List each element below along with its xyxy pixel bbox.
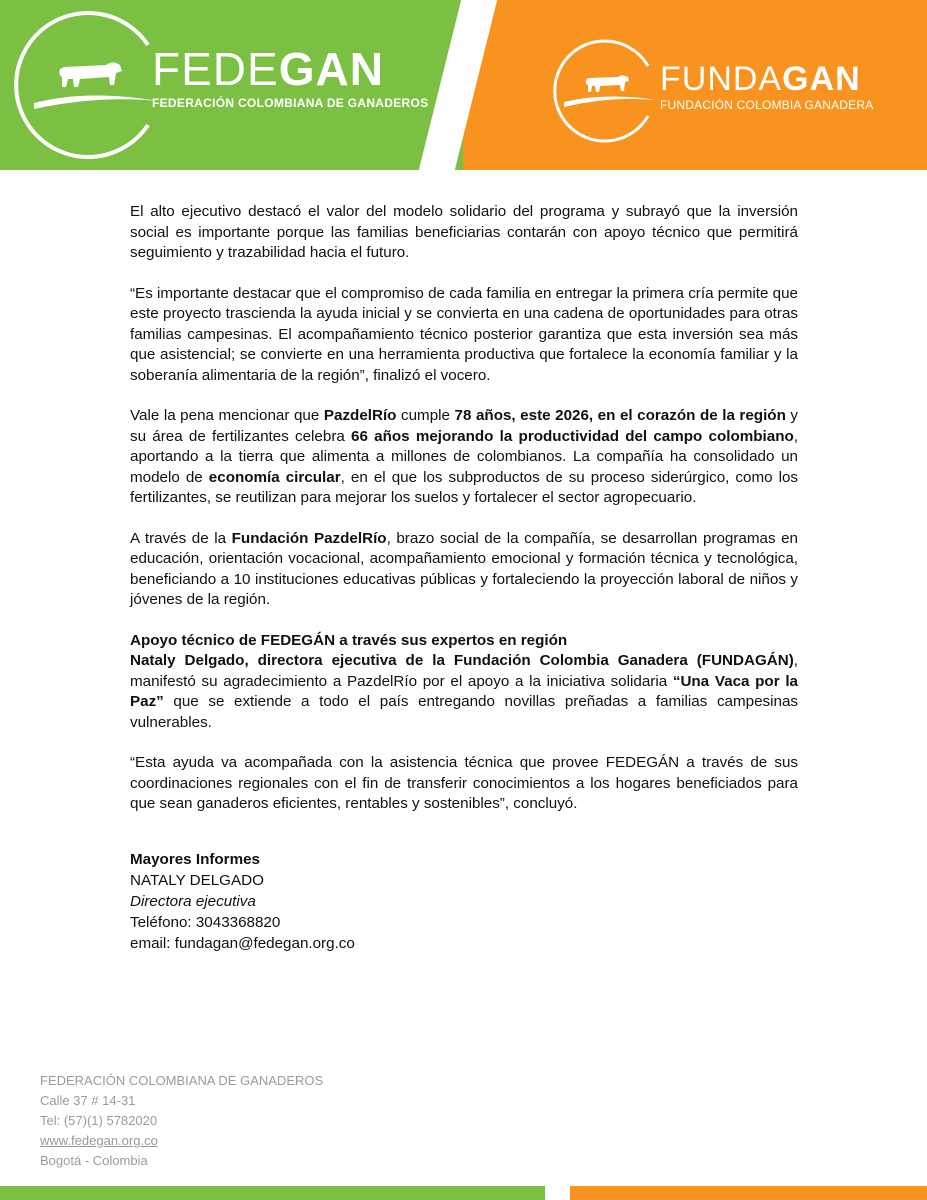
p3-bold-3: 66 años mejorando la productividad del campo colombiano [351,427,794,445]
footer-orange-band [570,1186,927,1200]
paragraph-1: El alto ejecutivo destacó el valor del modelo solidario del programa y subrayó que la inversión social es importante porque las familias beneficiarias contarán con apoyo técnico que permitirá seguimiento y trazabilidad hacia el futuro. [130,203,798,261]
p3-bold-2: 78 años, este 2026, en el corazón de la región [454,407,786,424]
footer-website-link[interactable]: www.fedegan.org.co [40,1133,158,1148]
fedegan-wordmark [152,43,428,95]
contact-email: email: fundagan@fedegan.org.co [130,934,355,952]
footer-org: FEDERACIÓN COLOMBIANA DE GANADEROS [40,1073,324,1088]
contact-title: Mayores Informes [130,850,260,868]
footer-city: Bogotá - Colombia [40,1153,148,1168]
p3-text-5: , en el que los subproductos de su proceso siderúrgico, como los fertilizantes, se reutilizan para mejorar los suelos y fortalecer el sector agropecuario. [130,468,798,506]
p3-text-1: Vale la pena mencionar que [130,407,324,424]
fundagan-wordmark [660,62,873,96]
contact-block [130,849,798,954]
paragraph-6: “Esta ayuda va acompañada con la asistencia técnica que provee FEDEGÁN a través de sus coordinaciones regionales con el fin de transferir conocimientos a los hogares beneficiados para que sean ganaderos eficientes, rentables y sostenibles”, concluyó. [130,754,798,812]
p5-bold-1: Nataly Delgado, directora ejecutiva de la Fundación Colombia Ganadera (FUNDAGÁN) [130,652,794,669]
press-release-body [130,202,798,954]
p3-bold-4: economía circular [208,468,341,486]
p3-text-3: y su área de fertilizantes celebra [130,407,798,445]
footer-green-band [0,1186,545,1200]
fundagan-brand [660,62,873,112]
p4-bold-1: Fundación PazdelRío [231,529,387,547]
fedegan-logo-icon [8,5,168,165]
paragraph-4 [130,529,798,611]
footer-tel: Tel: (57)(1) 5782020 [40,1113,158,1128]
p3-bold-1: PazdelRío [323,407,397,424]
fundagan-logo-icon [550,36,660,146]
p5-text-2: que se extiende a todo el país entregando novillas preñadas a familias campesinas vulnerables. [130,693,798,731]
fedegan-subtitle: FEDERACIÓN COLOMBIANA DE GANADEROS [152,96,429,110]
letterhead-header [0,0,927,170]
contact-name: NATALY DELGADO [130,871,264,889]
p4-text-2: , brazo social de la compañía, se desarrollan programas en educación, orientación vocacional, acompañamiento emocional y formación técnica y tecnológica, beneficiando a 10 instituciones educativas públicas y fortaleciendo la proyección laboral de niños y jóvenes de la región. [130,529,798,608]
paragraph-5 [130,651,798,733]
fedegan-brand [152,43,429,110]
paragraph-2: “Es importante destacar que el compromiso de cada familia en entregar la primera cría permite que este proyecto trascienda la ayuda inicial y se convierta en una cadena de oportunidades para otras familias campesinas. El acompañamiento técnico posterior garantiza que esta inversión sea más que asistencial; se convierte en una herramienta productiva que fortalece la economía familiar y la soberanía alimentaria de la región”, finalizó el vocero. [130,284,798,384]
p3-text-4: , aportando a la tierra que alimenta a millones de colombianos. La compañía ha consolidado un modelo de [130,427,798,486]
footer-address: Calle 37 # 14-31 [40,1093,136,1108]
p5-text-1: , manifestó su agradecimiento a PazdelRío por el apoyo a la iniciativa solidaria [130,652,798,690]
fundagan-subtitle: FUNDACIÓN COLOMBIA GANADERA [660,98,874,112]
p4-text-1: A través de la [130,529,232,547]
p3-text-2: cumple [396,407,455,424]
fedegan-wordmark-light: FEDE [152,43,279,95]
fundagan-wordmark-bold: GAN [782,60,861,98]
section-heading: Apoyo técnico de FEDEGÁN a través sus expertos en región [130,631,568,649]
contact-phone: Teléfono: 3043368820 [130,913,281,931]
paragraph-3 [130,406,798,509]
contact-role: Directora ejecutiva [130,892,256,910]
letterhead-footer [40,1071,323,1171]
fundagan-wordmark-light: FUNDA [660,60,783,98]
p5-bold-2: “Una Vaca por la Paz” [130,672,798,710]
fedegan-wordmark-bold: GAN [278,43,384,95]
